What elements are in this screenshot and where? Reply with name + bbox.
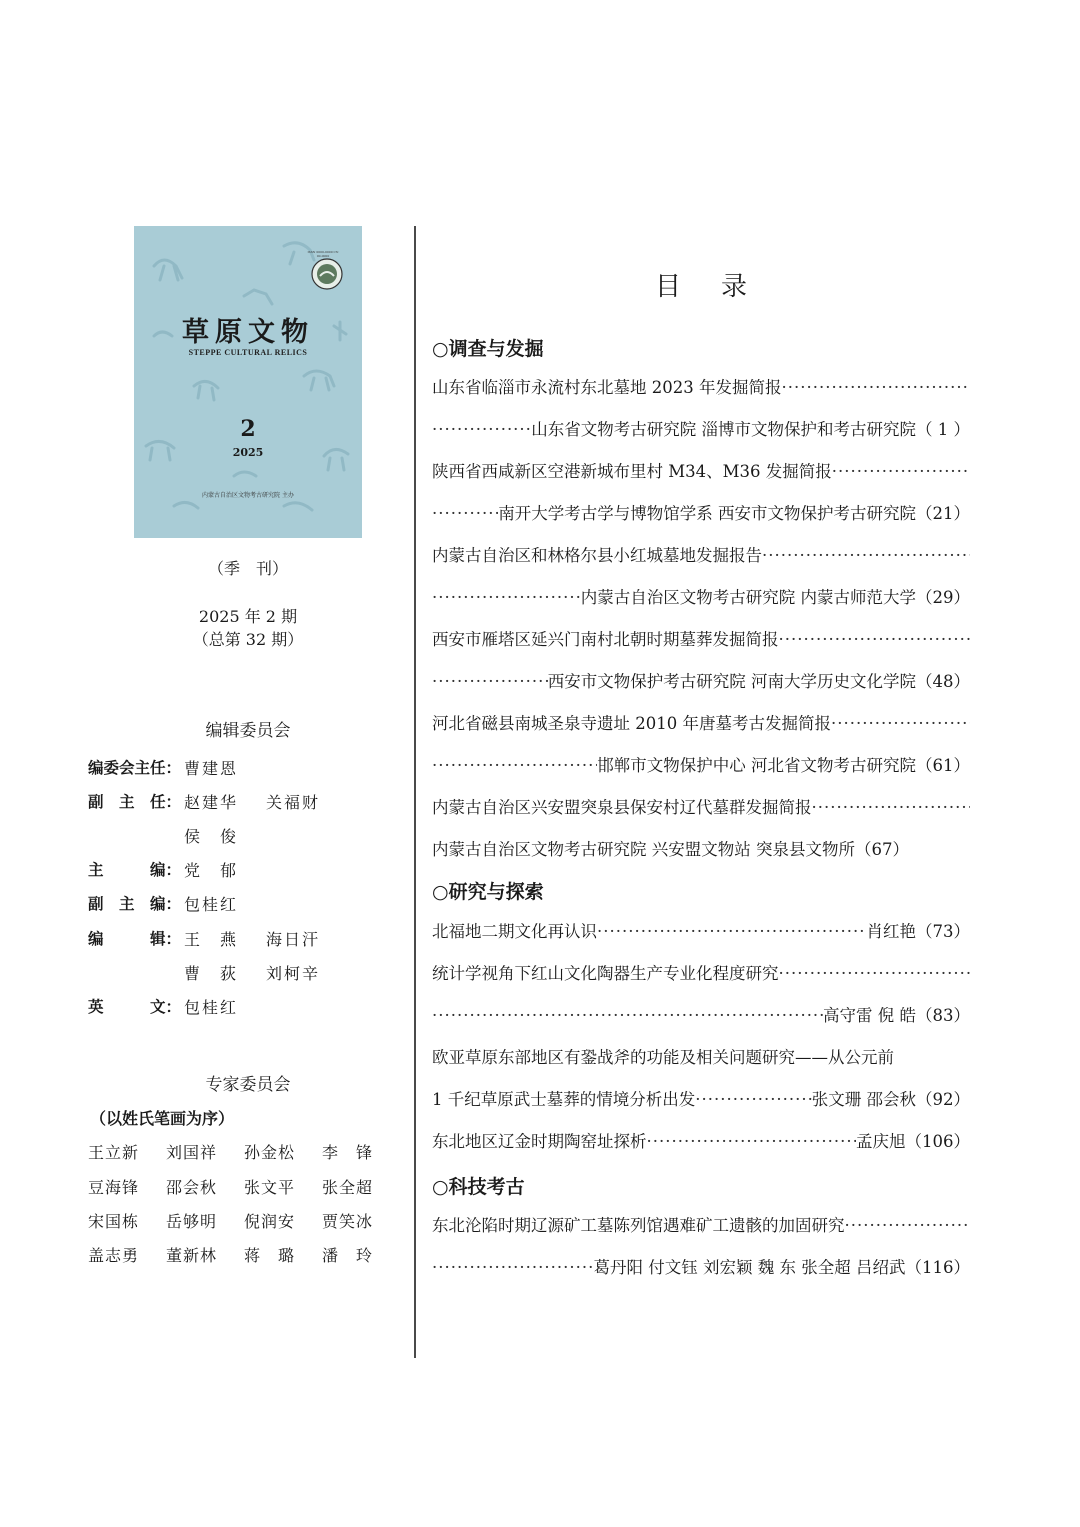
editorial-role-label: 编委会主任： bbox=[88, 759, 182, 777]
expert-member-name: 贾笑冰 bbox=[322, 1212, 374, 1231]
editorial-role-label: 主 编： bbox=[88, 861, 182, 879]
toc-entry-title: 东北地区辽金时期陶窑址探析 bbox=[432, 1132, 647, 1151]
toc-entry-title: 内蒙古自治区兴安盟突泉县保安村辽代墓群发掘简报 bbox=[432, 798, 812, 817]
editorial-row bbox=[88, 858, 348, 881]
toc-entry-line[interactable] bbox=[432, 542, 970, 566]
toc-entry-line[interactable] bbox=[432, 1212, 970, 1236]
cover-publisher: 内蒙古自治区文物考古研究院 主办 bbox=[202, 492, 294, 499]
toc-leader-dots bbox=[762, 546, 970, 565]
toc-leader-dots bbox=[779, 964, 971, 983]
cover-issn: ISSN 0000-0000 CN 00-0000 bbox=[307, 250, 339, 258]
expert-member-name: 孙金松 bbox=[244, 1143, 296, 1162]
cover-title-en: STEPPE CULTURAL RELICS bbox=[188, 348, 308, 357]
toc-leader-dots bbox=[831, 714, 970, 733]
toc-entry-title: 西安市雁塔区延兴门南村北朝时期墓葬发掘简报 bbox=[432, 630, 779, 649]
toc-section-heading: ○调查与发掘 bbox=[432, 338, 544, 360]
editorial-member-name bbox=[266, 824, 348, 847]
editorial-row bbox=[88, 756, 348, 779]
editorial-member-name: 王 燕 bbox=[184, 930, 239, 949]
toc-entry-title: 东北沦陷时期辽源矿工墓陈列馆遇难矿工遗骸的加固研究 bbox=[432, 1216, 845, 1235]
toc-entry-authors: 肖红艳（73） bbox=[866, 922, 970, 941]
editorial-row bbox=[88, 790, 348, 813]
toc-entry-authors: 山东省文物考古研究院 淄博市文物保护和考古研究院（ 1 ） bbox=[531, 420, 970, 439]
editorial-member-name: 海日汗 bbox=[266, 930, 321, 949]
editorial-row bbox=[88, 824, 348, 847]
toc-entry-authors: 孟庆旭（106） bbox=[856, 1132, 970, 1151]
editorial-member-name: 包桂红 bbox=[184, 998, 239, 1017]
toc-entry-line[interactable] bbox=[432, 458, 970, 482]
editorial-member-name: 包桂红 bbox=[184, 895, 239, 914]
toc-leader-dots bbox=[597, 922, 867, 941]
toc-leader-dots bbox=[647, 1132, 857, 1151]
toc-leader-dots bbox=[781, 378, 970, 397]
editorial-row bbox=[88, 961, 348, 984]
editorial-member-name: 刘柯辛 bbox=[266, 964, 321, 983]
expert-member-name: 宋国栋 bbox=[88, 1212, 140, 1231]
toc-entry-line[interactable] bbox=[432, 1128, 970, 1152]
toc-leader-dots bbox=[432, 1258, 594, 1277]
journal-logo-icon bbox=[310, 257, 344, 291]
cover-year: 2025 bbox=[232, 446, 264, 459]
toc-entry-line[interactable] bbox=[432, 1002, 970, 1026]
expert-member-name: 董新林 bbox=[166, 1246, 218, 1265]
toc-entry-line[interactable] bbox=[432, 500, 970, 524]
editorial-member-name: 党 郁 bbox=[184, 861, 239, 880]
toc-leader-dots bbox=[779, 630, 971, 649]
toc-entry-text: 欧亚草原东部地区有銎战斧的功能及相关问题研究——从公元前 bbox=[432, 1048, 894, 1067]
toc-leader-dots bbox=[432, 756, 597, 775]
issue-label: 2025 年 2 期 bbox=[198, 607, 298, 626]
cover-title: 草原文物 bbox=[182, 317, 314, 348]
toc-entry-line[interactable] bbox=[432, 626, 970, 650]
publication-frequency: （季 刊） bbox=[207, 559, 288, 578]
toc-entry-title: 河北省磁县南城圣泉寺遗址 2010 年唐墓考古发掘简报 bbox=[432, 714, 831, 733]
editorial-member-name: 曹 荻 bbox=[184, 964, 239, 983]
editorial-member-name: 侯 俊 bbox=[184, 827, 239, 846]
expert-member-name: 岳够明 bbox=[166, 1212, 218, 1231]
column-divider bbox=[414, 226, 416, 1358]
toc-entry-authors: 张文珊 邵会秋（92） bbox=[811, 1090, 970, 1109]
toc-entry-authors: 高守雷 倪 皓（83） bbox=[823, 1006, 970, 1025]
expert-member-name: 李 锋 bbox=[322, 1143, 374, 1162]
toc-entry-authors: 西安市文物保护考古研究院 河南大学历史文化学院（48） bbox=[547, 672, 970, 691]
toc-entry-text: 内蒙古自治区文物考古研究院 兴安盟文物站 突泉县文物所（67） bbox=[432, 840, 909, 859]
toc-entry-authors: 邯郸市文物保护中心 河北省文物考古研究院（61） bbox=[597, 756, 970, 775]
toc-leader-dots bbox=[845, 1216, 971, 1235]
toc-entry-line[interactable] bbox=[432, 960, 970, 984]
editorial-row bbox=[88, 892, 348, 915]
toc-entry-authors: 葛丹阳 付文钰 刘宏颖 魏 东 张全超 吕绍武（116） bbox=[593, 1258, 970, 1277]
editorial-member-name bbox=[266, 756, 348, 779]
expert-member-name: 张文平 bbox=[244, 1178, 296, 1197]
editorial-member-name: 曹建恩 bbox=[184, 759, 239, 778]
toc-section-heading: ○研究与探索 bbox=[432, 881, 544, 903]
expert-board-note: （以姓氏笔画为序） bbox=[90, 1109, 235, 1128]
toc-leader-dots bbox=[432, 504, 498, 523]
toc-leader-dots bbox=[695, 1090, 812, 1109]
editorial-row bbox=[88, 927, 348, 950]
expert-member-name: 豆海锋 bbox=[88, 1178, 140, 1197]
toc-leader-dots bbox=[432, 672, 548, 691]
editorial-member-name bbox=[266, 858, 348, 881]
editorial-role-label: 编 辑： bbox=[88, 930, 182, 948]
expert-row bbox=[88, 1209, 400, 1232]
toc-entry-line[interactable] bbox=[432, 1044, 970, 1068]
editorial-row bbox=[88, 995, 348, 1018]
total-issue-label: （总第 32 期） bbox=[192, 630, 304, 649]
toc-leader-dots bbox=[832, 462, 970, 481]
toc-title: 目录 bbox=[654, 272, 787, 302]
editorial-board-heading: 编辑委员会 bbox=[205, 721, 291, 741]
toc-entry-line[interactable] bbox=[432, 668, 970, 692]
editorial-role-label: 英 文： bbox=[88, 998, 182, 1016]
editorial-member-name bbox=[266, 892, 348, 915]
toc-entry-line[interactable] bbox=[432, 584, 970, 608]
expert-member-name: 倪润安 bbox=[244, 1212, 296, 1231]
editorial-role-label: 副 主 任： bbox=[88, 793, 182, 811]
journal-cover bbox=[134, 226, 362, 538]
cover-issue-number: 2 bbox=[240, 416, 256, 442]
expert-member-name: 蒋 璐 bbox=[244, 1246, 296, 1265]
toc-entry-authors: 内蒙古自治区文物考古研究院 内蒙古师范大学（29） bbox=[580, 588, 970, 607]
editorial-member-name: 赵建华 bbox=[184, 793, 239, 812]
editorial-member-name bbox=[266, 995, 348, 1018]
toc-section-heading: ○科技考古 bbox=[432, 1176, 525, 1198]
editorial-role-label: 副 主 编： bbox=[88, 895, 182, 913]
toc-entry-authors: 南开大学考古学与博物馆学系 西安市文物保护考古研究院（21） bbox=[498, 504, 970, 523]
expert-member-name: 王立新 bbox=[88, 1143, 140, 1162]
toc-entry-title: 陕西省西咸新区空港新城布里村 M34、M36 发掘简报 bbox=[432, 462, 832, 481]
toc-entry-title: 内蒙古自治区和林格尔县小红城墓地发掘报告 bbox=[432, 546, 762, 565]
expert-member-name: 邵会秋 bbox=[166, 1178, 218, 1197]
toc-leader-dots bbox=[432, 1006, 823, 1025]
expert-row bbox=[88, 1140, 400, 1163]
toc-entry-line[interactable] bbox=[432, 1086, 970, 1110]
toc-entry-title: 山东省临淄市永流村东北墓地 2023 年发掘简报 bbox=[432, 378, 782, 397]
toc-entry-line[interactable] bbox=[432, 710, 970, 734]
toc-entry-line[interactable] bbox=[432, 752, 970, 776]
toc-entry-line[interactable] bbox=[432, 416, 970, 440]
toc-entry-title: 1 千纪草原武士墓葬的情境分析出发 bbox=[432, 1090, 696, 1109]
expert-member-name: 刘国祥 bbox=[166, 1143, 218, 1162]
toc-entry-line[interactable] bbox=[432, 374, 970, 398]
editorial-member-name: 关福财 bbox=[266, 793, 321, 812]
toc-leader-dots bbox=[432, 420, 531, 439]
expert-row bbox=[88, 1175, 400, 1198]
toc-entry-line[interactable] bbox=[432, 918, 970, 942]
toc-leader-dots bbox=[432, 588, 581, 607]
toc-leader-dots bbox=[812, 798, 971, 817]
toc-entry-line[interactable] bbox=[432, 836, 970, 860]
expert-board-heading: 专家委员会 bbox=[205, 1075, 291, 1095]
toc-entry-line[interactable] bbox=[432, 1254, 970, 1278]
toc-entry-title: 统计学视角下红山文化陶器生产专业化程度研究 bbox=[432, 964, 779, 983]
editorial-role-label bbox=[88, 961, 184, 984]
toc-entry-line[interactable] bbox=[432, 794, 970, 818]
expert-member-name: 盖志勇 bbox=[88, 1246, 140, 1265]
expert-member-name: 潘 玲 bbox=[322, 1246, 374, 1265]
editorial-role-label bbox=[88, 824, 184, 847]
toc-entry-title: 北福地二期文化再认识 bbox=[432, 922, 597, 941]
expert-row bbox=[88, 1243, 400, 1266]
expert-member-name: 张全超 bbox=[322, 1178, 374, 1197]
